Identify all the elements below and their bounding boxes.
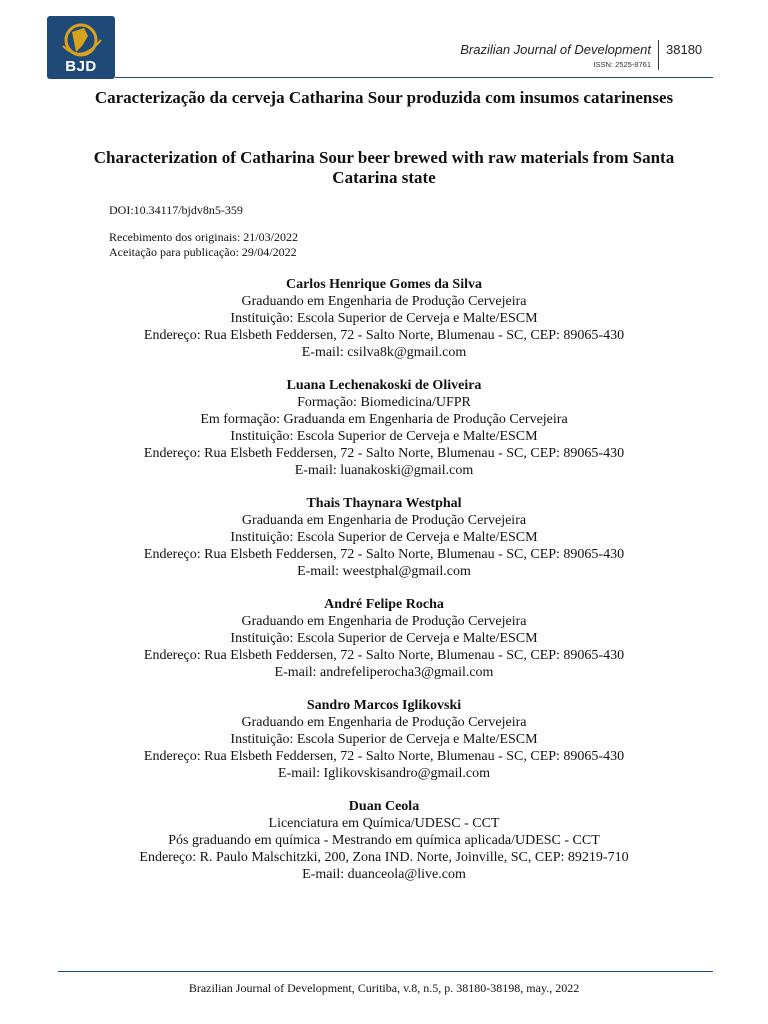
author-address: Endereço: R. Paulo Malschitzki, 200, Zona IND. Norte, Joinville, SC, CEP: 89219-710 <box>139 850 629 865</box>
footer-rule <box>58 971 713 972</box>
footer-citation: Brazilian Journal of Development, Curitiba, v.8, n.5, p. 38180-38198, may., 2022 <box>188 981 580 995</box>
header-divider <box>658 40 659 70</box>
author-email[interactable]: E-mail: weestphal@gmail.com <box>297 564 471 579</box>
author-email[interactable]: E-mail: luanakoski@gmail.com <box>294 463 474 478</box>
author-name: Duan Ceola <box>348 799 420 814</box>
author-block <box>60 276 708 361</box>
author-list <box>60 276 708 899</box>
author-degree: Graduanda em Engenharia de Produção Cervejeira <box>241 513 527 528</box>
author-degree: Em formação: Graduanda em Engenharia de Produção Cervejeira <box>200 412 568 427</box>
author-email[interactable]: E-mail: csilva8k@gmail.com <box>301 345 467 360</box>
submission-dates <box>109 230 298 260</box>
author-institution: Instituição: Escola Superior de Cerveja e Malte/ESCM <box>230 732 538 747</box>
author-postgrad: Pós graduando em química - Mestrando em química aplicada/UDESC - CCT <box>168 833 600 848</box>
author-address: Endereço: Rua Elsbeth Feddersen, 72 - Salto Norte, Blumenau - SC, CEP: 89065-430 <box>143 446 625 461</box>
author-institution: Instituição: Escola Superior de Cerveja e Malte/ESCM <box>230 530 538 545</box>
author-name: Thais Thaynara Westphal <box>306 496 462 511</box>
title-portuguese: Caracterização da cerveja Catharina Sour produzida com insumos catarinenses <box>94 88 674 107</box>
title-english: Characterization of Catharina Sour beer brewed with raw materials from Santa Catarina state <box>93 148 675 187</box>
author-address: Endereço: Rua Elsbeth Feddersen, 72 - Salto Norte, Blumenau - SC, CEP: 89065-430 <box>143 648 625 663</box>
author-institution: Instituição: Escola Superior de Cerveja e Malte/ESCM <box>230 311 538 326</box>
journal-logo <box>47 16 115 79</box>
author-address: Endereço: Rua Elsbeth Feddersen, 72 - Salto Norte, Blumenau - SC, CEP: 89065-430 <box>143 749 625 764</box>
page-number: 38180 <box>666 42 703 57</box>
author-block <box>60 798 708 883</box>
author-degree: Licenciatura em Química/UDESC - CCT <box>268 816 500 831</box>
author-name: Carlos Henrique Gomes da Silva <box>285 277 482 292</box>
author-name: Luana Lechenakoski de Oliveira <box>286 378 482 393</box>
author-address: Endereço: Rua Elsbeth Feddersen, 72 - Salto Norte, Blumenau - SC, CEP: 89065-430 <box>143 547 625 562</box>
logo-text: BJD <box>65 58 97 75</box>
author-block <box>60 495 708 580</box>
journal-header <box>460 42 651 69</box>
author-block <box>60 596 708 681</box>
author-degree: Graduando em Engenharia de Produção Cervejeira <box>241 294 527 309</box>
author-address: Endereço: Rua Elsbeth Feddersen, 72 - Salto Norte, Blumenau - SC, CEP: 89065-430 <box>143 328 625 343</box>
author-name: Sandro Marcos Iglikovski <box>306 698 462 713</box>
author-degree: Graduando em Engenharia de Produção Cervejeira <box>241 614 527 629</box>
doi[interactable]: DOI:10.34117/bjdv8n5-359 <box>109 203 243 217</box>
author-formation: Formação: Biomedicina/UFPR <box>297 395 471 410</box>
author-institution: Instituição: Escola Superior de Cerveja e Malte/ESCM <box>230 429 538 444</box>
accepted-date: Aceitação para publicação: 29/04/2022 <box>109 245 297 259</box>
author-name: André Felipe Rocha <box>324 597 444 612</box>
header-rule <box>115 77 713 78</box>
author-email[interactable]: E-mail: andrefeliperocha3@gmail.com <box>274 665 494 680</box>
issn: ISSN: 2525-8761 <box>593 60 651 69</box>
author-degree: Graduando em Engenharia de Produção Cervejeira <box>241 715 527 730</box>
author-email[interactable]: E-mail: Iglikovskisandro@gmail.com <box>278 766 490 781</box>
author-institution: Instituição: Escola Superior de Cerveja e Malte/ESCM <box>230 631 538 646</box>
author-block <box>60 377 708 479</box>
journal-name: Brazilian Journal of Development <box>460 42 651 57</box>
author-email[interactable]: E-mail: duanceola@live.com <box>302 867 466 882</box>
author-block <box>60 697 708 782</box>
received-date: Recebimento dos originais: 21/03/2022 <box>109 230 298 244</box>
